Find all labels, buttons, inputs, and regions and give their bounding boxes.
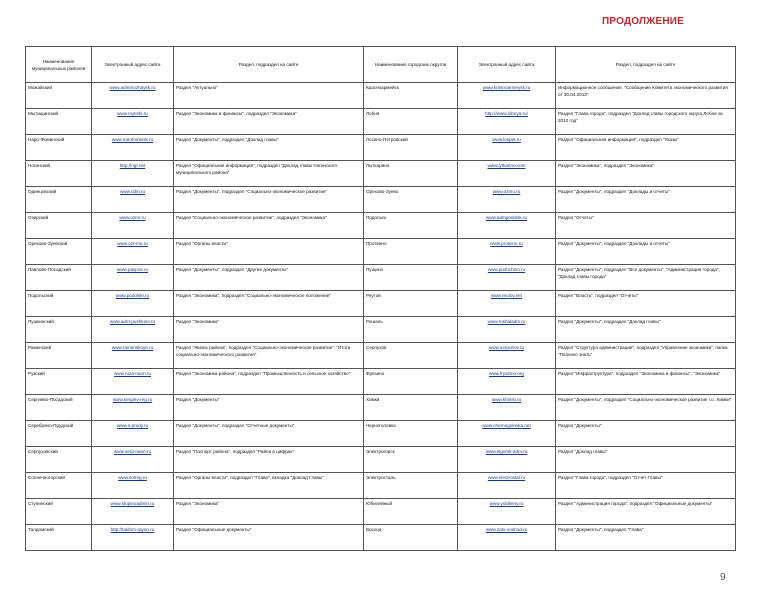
cell-section-2: Информационное сообщение, "Сообщение Комитета экономического развития от 30.04.2013"	[556, 83, 736, 109]
header-districts: Наименование муниципальных районов	[26, 47, 92, 83]
cell-section: Раздел "Документы", подраздел "Другие документы"	[174, 265, 364, 291]
cell-city: Электросталь	[364, 473, 458, 499]
site-link[interactable]: www.fryazino.org	[489, 371, 524, 376]
cell-section-2: Раздел "Документы", подраздел "Доклады и отчеты"	[556, 239, 736, 265]
cell-section-2: Раздел "Инфраструктура", подраздел "Экономика и финансы", "Экономика"	[556, 369, 736, 395]
site-link[interactable]: www.elgorsk-adm.ru	[485, 449, 528, 454]
cell-district: Одинцовский	[26, 187, 92, 213]
site-link[interactable]: www.krasnoarmeysk.ru	[482, 85, 531, 90]
cell-section-2: Раздел "Администрация города", подраздел "Официальные документы"	[556, 499, 736, 525]
site-link[interactable]: www.lytkarino.com	[487, 163, 526, 168]
cell-site	[92, 109, 174, 135]
cell-city: Лосино-Петровский	[364, 135, 458, 161]
cell-section: Раздел "Документы", подраздел "Отчетные документы"	[174, 421, 364, 447]
cell-site-2	[458, 447, 556, 473]
cell-section: Раздел "Паспорт района", подраздел "Район в цифрах"	[174, 447, 364, 473]
site-link[interactable]: www.podolskr.ru	[115, 293, 150, 298]
cell-city: Рошаль	[364, 317, 458, 343]
cell-district: Сергиево-Посадский	[26, 395, 92, 421]
cell-section-2: Раздел "Экономика", подраздел "Экономика"	[556, 161, 736, 187]
cell-site-2	[458, 291, 556, 317]
cell-section-2: Раздел "Документы"	[556, 421, 736, 447]
cell-section-2: Раздел "Структура администрации", подраздел "Управление экономики", папка "Полезно знать"	[556, 343, 736, 369]
page-title: ПРОДОЛЖЕНИЕ	[602, 16, 685, 27]
table-row	[26, 213, 736, 239]
cell-district: Серпуховский	[26, 447, 92, 473]
site-link[interactable]: www.khimki.ru	[491, 397, 522, 402]
cell-site	[92, 135, 174, 161]
cell-district: Подольский	[26, 291, 92, 317]
cell-district: Павлово-Посадский	[26, 265, 92, 291]
site-link[interactable]: www.solreg.ru	[118, 475, 147, 480]
cell-city: Красноармейск	[364, 83, 458, 109]
cell-city: Лыткарино	[364, 161, 458, 187]
cell-district: Ногинский	[26, 161, 92, 187]
cell-site-2	[458, 317, 556, 343]
cell-city: Химки	[364, 395, 458, 421]
site-link[interactable]: www.reutov.net	[490, 293, 523, 298]
cell-site	[92, 213, 174, 239]
site-link[interactable]: www.ozmr.ru	[119, 215, 146, 220]
cell-site	[92, 369, 174, 395]
site-link[interactable]: www.chernogolovka.net	[482, 423, 531, 428]
table-row	[26, 83, 736, 109]
site-link[interactable]: www.ruza-raion.ru	[113, 371, 152, 376]
site-link[interactable]: www.ramenskoye.ru	[111, 345, 154, 350]
table-body	[26, 83, 736, 551]
cell-section: Раздел "Экономика района", подраздел "Промышленность и сельское хозяйство"	[174, 369, 364, 395]
cell-section-2: Раздел "Доклад главы"	[556, 447, 736, 473]
cell-site	[92, 291, 174, 317]
site-link[interactable]: www.yubileiny.ru	[489, 501, 524, 506]
cell-district: Озерский	[26, 213, 92, 239]
site-link[interactable]: www.sergiev-reg.ru	[112, 397, 153, 402]
cell-site-2	[458, 395, 556, 421]
table-row	[26, 395, 736, 421]
cell-site	[92, 499, 174, 525]
site-link[interactable]: www.narofominsk.ru	[111, 137, 154, 142]
site-link[interactable]: www.s-prudy.ru	[116, 423, 149, 428]
cell-district: Талдомский	[26, 525, 92, 551]
cell-site	[92, 317, 174, 343]
header-site-2: Электронный адрес сайта	[458, 47, 556, 83]
cell-section: Раздел "Официальные документы"	[174, 525, 364, 551]
cell-section: Раздел "Органы власти"	[174, 239, 364, 265]
site-link[interactable]: www.ozr-mo.ru	[117, 241, 148, 246]
cell-site	[92, 161, 174, 187]
cell-site-2	[458, 83, 556, 109]
cell-section: Раздел "Экономика"	[174, 317, 364, 343]
site-link[interactable]: http://ngr.net	[119, 163, 146, 168]
cell-site	[92, 187, 174, 213]
table-row	[26, 161, 736, 187]
cell-site	[92, 447, 174, 473]
table-row	[26, 109, 736, 135]
table-row	[26, 187, 736, 213]
cell-section: Раздел "Социально-экономическое развитие", подраздел "Экономика"	[174, 213, 364, 239]
cell-section: Раздел "Экономика", подраздел "Социально-экономическое положение"	[174, 291, 364, 317]
cell-site-2	[458, 187, 556, 213]
header-section: Раздел, подраздел на сайте	[174, 47, 364, 83]
cell-site-2	[458, 135, 556, 161]
cell-section-2: Раздел "Документы", подраздел "Глава"	[556, 525, 736, 551]
cell-section: Раздел "Экономика"	[174, 499, 364, 525]
cell-site	[92, 525, 174, 551]
header-site: Электронный адрес сайта	[92, 47, 174, 83]
site-link[interactable]: www.mytishi.ru	[117, 111, 148, 116]
table-row	[26, 317, 736, 343]
site-link[interactable]: http://www.lobnya.ru/	[485, 111, 528, 116]
cell-section-2: Раздел "Документы", подраздел "Доклад главы"	[556, 317, 736, 343]
table-row	[26, 447, 736, 473]
cell-city: Орехово-Зуево	[364, 187, 458, 213]
site-link[interactable]: www.odin.ru	[119, 189, 146, 194]
site-link[interactable]: www.serpuhov.ru	[489, 345, 524, 350]
header-section-2: Раздел, подраздел на сайте	[556, 47, 736, 83]
cell-city: Юбилейный	[364, 499, 458, 525]
table-row	[26, 265, 736, 291]
cell-site-2	[458, 265, 556, 291]
cell-site-2	[458, 343, 556, 369]
cell-section: Раздел "Органы власти", подраздел "Глава", вкладка "Доклад Главы"	[174, 473, 364, 499]
cell-city: Черноголовка	[364, 421, 458, 447]
cell-district: Можайский	[26, 83, 92, 109]
cell-district: Орехово-Зуевский	[26, 239, 92, 265]
site-link[interactable]: www.zato-voshod.ru	[485, 527, 528, 532]
table-row	[26, 369, 736, 395]
table-row	[26, 291, 736, 317]
cell-site-2	[458, 109, 556, 135]
cell-site	[92, 265, 174, 291]
site-link[interactable]: www.electrostal.ru	[487, 475, 526, 480]
site-link[interactable]: www.adm-pushkino.ru	[109, 319, 156, 324]
cell-section: Раздел "Документы", подраздел "Социально-экономическое развитие"	[174, 187, 364, 213]
table-row	[26, 239, 736, 265]
cell-site	[92, 83, 174, 109]
cell-section-2: Раздел "Документы", подраздел "Социально-экономическое развитие г.о. Химки"	[556, 395, 736, 421]
site-link[interactable]: www.ozmo.ru	[492, 189, 521, 194]
cell-section: Раздел "Официальная информация", подраздел "Доклад главы Ногинского муниципального района"	[174, 161, 364, 187]
table-row	[26, 421, 736, 447]
cell-site-2	[458, 161, 556, 187]
header-city-districts: Наименование городских округов	[364, 47, 458, 83]
table-row	[26, 473, 736, 499]
cell-section: Раздел "Документы", подраздел "Доклад главы"	[174, 135, 364, 161]
cell-section-2: Раздел "Глава города", подраздел "Доклад главы городского округа Лобня за 2012 год"	[556, 109, 736, 135]
cell-site	[92, 343, 174, 369]
cell-city: Серпухов	[364, 343, 458, 369]
cell-site-2	[458, 525, 556, 551]
site-link[interactable]: www.admpodolsk.ru	[485, 215, 528, 220]
site-link[interactable]: http://taldom-rayon.ru	[110, 527, 155, 532]
site-link[interactable]: www.lospet.ru	[492, 137, 521, 142]
page-number: 9	[720, 572, 726, 583]
cell-district: Наро-Фоминский	[26, 135, 92, 161]
cell-site-2	[458, 213, 556, 239]
cell-city: Фрязино	[364, 369, 458, 395]
cell-city: Восход	[364, 525, 458, 551]
cell-site	[92, 395, 174, 421]
cell-city: Реутов	[364, 291, 458, 317]
cell-city: Лобня	[364, 109, 458, 135]
cell-district: Солнечногорский	[26, 473, 92, 499]
cell-section: Раздел "Жизнь района", подраздел "Социально-экономическое развитие", "Итоги социально-экономического развития"	[174, 343, 364, 369]
cell-site-2	[458, 421, 556, 447]
table-row	[26, 499, 736, 525]
site-link[interactable]: www.roshaladm.ru	[487, 319, 526, 324]
cell-site	[92, 239, 174, 265]
cell-city: Электрогорск	[364, 447, 458, 473]
cell-district: Пушкинский	[26, 317, 92, 343]
site-link[interactable]: www.pushchino.ru	[487, 267, 526, 272]
cell-section-2: Раздел "Документы", подраздел "Доклады и отчеты"	[556, 187, 736, 213]
cell-city: Протвино	[364, 239, 458, 265]
cell-district: Серебряно-Прудский	[26, 421, 92, 447]
site-link[interactable]: www.admmozhaysk.ru	[109, 85, 156, 90]
site-link[interactable]: www.stupinoadmin.ru	[110, 501, 155, 506]
site-link[interactable]: www.protvino.ru	[490, 241, 523, 246]
cell-site-2	[458, 473, 556, 499]
cell-section-2: Раздел "Власть", подраздел "Отчеты"	[556, 291, 736, 317]
site-link[interactable]: www.serp-raion.ru	[113, 449, 152, 454]
cell-district: Рузский	[26, 369, 92, 395]
site-link[interactable]: www.pavpos.ru	[116, 267, 149, 272]
cell-site-2	[458, 499, 556, 525]
cell-section-2: Раздел "Отчеты"	[556, 213, 736, 239]
cell-site-2	[458, 239, 556, 265]
sites-table	[25, 46, 736, 551]
cell-section-2: Раздел "Глава города", подраздел "Отчет Главы"	[556, 473, 736, 499]
cell-district: Мытищинский	[26, 109, 92, 135]
cell-site	[92, 473, 174, 499]
cell-district: Ступинский	[26, 499, 92, 525]
cell-section-2: Раздел "Официальная информация", подраздел "Указы"	[556, 135, 736, 161]
table-row	[26, 343, 736, 369]
cell-section-2: Раздел "Документы", подраздел "Все документы", "Администрация города", "Доклад главы города"	[556, 265, 736, 291]
cell-site-2	[458, 369, 556, 395]
table-row	[26, 135, 736, 161]
cell-city: Подольск	[364, 213, 458, 239]
table-row	[26, 525, 736, 551]
cell-section: Раздел "Экономика и финансы", подраздел "Экономика"	[174, 109, 364, 135]
cell-section: Раздел "Актуально"	[174, 83, 364, 109]
cell-site	[92, 421, 174, 447]
cell-district: Раменский	[26, 343, 92, 369]
table-header-row	[26, 47, 736, 83]
cell-city: Пущино	[364, 265, 458, 291]
cell-section: Раздел "Документы"	[174, 395, 364, 421]
